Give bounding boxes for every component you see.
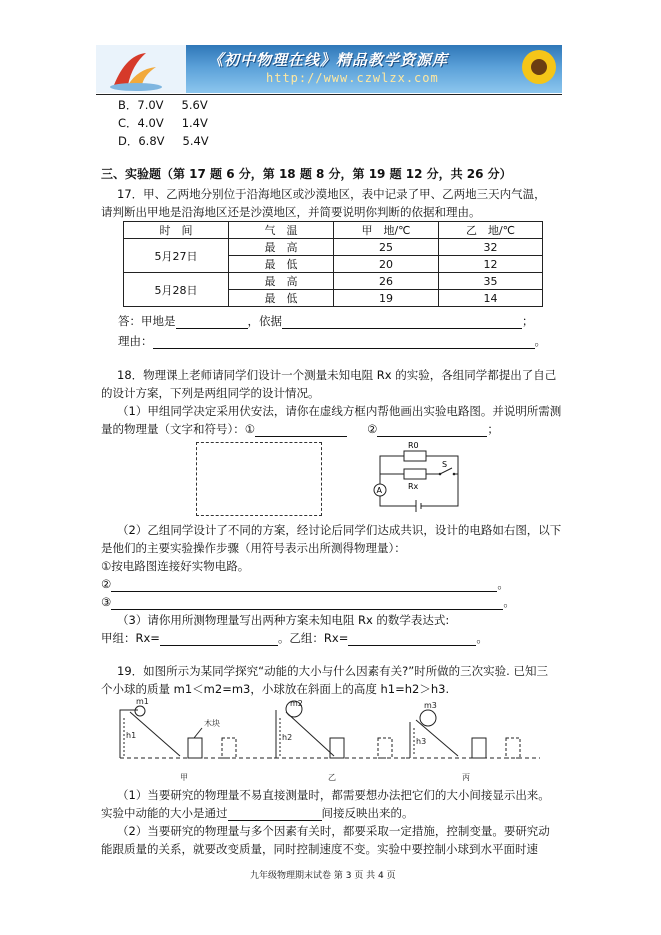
logo-icon xyxy=(96,45,186,93)
expr-yi-blank[interactable] xyxy=(348,633,476,646)
step2-mark: ② xyxy=(101,577,112,591)
label-r0: R0 xyxy=(408,441,419,450)
q19-p2-line2: 能跟质量的关系，就要改变质量，同时控制速度不变。实验中要控制小球到水平面时速 xyxy=(101,842,538,856)
label-ammeter: A xyxy=(376,486,382,495)
option-d xyxy=(118,133,209,149)
step3-end: 。 xyxy=(503,595,515,609)
quantity-blank-2[interactable] xyxy=(377,424,487,437)
table-cell: 26 xyxy=(334,273,439,290)
table-cell: 最 低 xyxy=(229,290,334,307)
quantity-blank-1[interactable] xyxy=(255,424,347,437)
q18-p1-line1: （1）甲组同学决定采用伏安法，请你在虚线方框内帮他画出实验电路图。并说明所需测 xyxy=(117,404,562,418)
circuit-drawing-box[interactable] xyxy=(196,442,322,516)
q18-step2 xyxy=(101,576,509,592)
banner-title: 《初中物理在线》精品教学资源库 xyxy=(208,51,449,69)
p1-prefix: 量的物理量（文字和符号）：① xyxy=(101,422,256,436)
sunflower-icon xyxy=(516,45,562,93)
p1-line2-prefix: 实验中动能的大小是通过 xyxy=(101,806,228,820)
option-label: C．4.0V xyxy=(118,116,164,130)
q18-p3-answers xyxy=(101,630,488,646)
option-value: 5.6V xyxy=(181,98,208,112)
q18-p2-line2: 是他们的主要实验操作步骤（用符号表示出所测得物理量）： xyxy=(101,541,406,555)
label-m1: m1 xyxy=(136,698,149,706)
option-value: 5.4V xyxy=(182,134,209,148)
expr-yi-label: 。乙组：Rx= xyxy=(277,631,349,645)
label-block: 木块 xyxy=(204,719,220,728)
label-rx: Rx xyxy=(408,482,419,491)
answer-blank-basis[interactable] xyxy=(282,316,522,329)
page-footer: 九年级物理期末试卷 第 3 页 共 4 页 xyxy=(250,871,396,881)
header-rule xyxy=(96,94,562,95)
step3-mark: ③ xyxy=(101,595,112,609)
q18-p2-line1: （2）乙组同学设计了不同的方案，经讨论后同学们达成共识，设计的电路如右图，以下 xyxy=(117,523,562,537)
label-m2: m2 xyxy=(290,699,303,708)
table-cell: 12 xyxy=(439,256,543,273)
circuit-diagram xyxy=(366,438,468,518)
label-m3: m3 xyxy=(424,701,437,710)
table-cell: 14 xyxy=(439,290,543,307)
q19-line1: 19．如图所示为某同学探究“动能的大小与什么因素有关?”时所做的三次实验. 已知三 xyxy=(117,664,548,678)
table-cell: 最 低 xyxy=(229,256,334,273)
q17-answer-line xyxy=(118,313,534,329)
q18-line2: 的设计方案，下列是两组同学的设计情况。 xyxy=(101,386,320,400)
table-header: 时 间 xyxy=(124,222,229,239)
kinetic-energy-blank[interactable] xyxy=(228,808,322,821)
q17-line1: 17．甲、乙两地分别位于沿海地区或沙漠地区，表中记录了甲、乙两地三天内气温， xyxy=(117,187,546,201)
q18-step3 xyxy=(101,594,515,610)
banner-url: http://www.czwlzx.com xyxy=(266,71,439,85)
caption-jia: 甲 xyxy=(180,773,188,782)
kinetic-energy-figure xyxy=(110,698,550,786)
answer-end: ； xyxy=(522,314,534,328)
step2-end: 。 xyxy=(497,577,509,591)
expr-jia-label: 甲组：Rx= xyxy=(101,631,160,645)
label-h2: h2 xyxy=(282,733,293,742)
caption-bing: 丙 xyxy=(462,773,470,782)
label-s: S xyxy=(442,460,448,469)
q18-line1: 18．物理课上老师请同学们设计一个测量未知电阻 Rx 的实验，各组同学都提出了自己 xyxy=(117,368,557,382)
option-b xyxy=(118,97,208,113)
q19-p2-line1: （2）当要研究的物理量与多个因素有关时，都要采取一定措施，控制变量。要研究动 xyxy=(117,824,550,838)
answer-blank-place[interactable] xyxy=(176,316,248,329)
table-header: 乙 地/℃ xyxy=(439,222,543,239)
reason-blank[interactable] xyxy=(153,336,535,349)
q19-p1-line2 xyxy=(101,805,414,821)
q18-p1-line2 xyxy=(101,421,499,437)
expr-jia-blank[interactable] xyxy=(160,633,278,646)
step3-blank[interactable] xyxy=(111,597,503,610)
temperature-table xyxy=(123,221,543,307)
reason-prefix: 理由： xyxy=(118,334,153,348)
answer-mid: ，依据 xyxy=(247,314,282,328)
table-cell: 20 xyxy=(334,256,439,273)
step2-blank[interactable] xyxy=(111,579,497,592)
option-value: 1.4V xyxy=(181,116,208,130)
p1-line2-suffix: 间接反映出来的。 xyxy=(321,806,414,820)
p1-end: ； xyxy=(487,422,499,436)
q17-line2: 请判断出甲地是沿海地区还是沙漠地区，并简要说明你判断的依据和理由。 xyxy=(101,205,481,219)
table-cell: 32 xyxy=(439,239,543,256)
label-h3: h3 xyxy=(416,737,427,746)
table-cell-date: 5月27日 xyxy=(124,239,229,273)
q17-reason-line xyxy=(118,333,546,349)
table-header: 甲 地/℃ xyxy=(334,222,439,239)
table-header: 气 温 xyxy=(229,222,334,239)
q18-step1: ①按电路图连接好实物电路。 xyxy=(101,559,250,573)
table-cell: 最 高 xyxy=(229,273,334,290)
option-label: D．6.8V xyxy=(118,134,165,148)
table-cell-date: 5月28日 xyxy=(124,273,229,307)
reason-end: 。 xyxy=(534,334,546,348)
table-cell: 最 高 xyxy=(229,239,334,256)
table-cell: 25 xyxy=(334,239,439,256)
q18-p3-line1: （3）请你用所测物理量写出两种方案未知电阻 Rx 的数学表达式: xyxy=(117,613,450,627)
p1-mark2: ② xyxy=(367,422,378,436)
expr-end: 。 xyxy=(476,631,488,645)
caption-yi: 乙 xyxy=(328,773,336,782)
option-c xyxy=(118,115,208,131)
section-title: 三、实验题（第 17 题 6 分，第 18 题 8 分，第 19 题 12 分，共 26 分） xyxy=(101,167,512,181)
q19-line2: 个小球的质量 m1＜m2=m3，小球放在斜面上的高度 h1=h2＞h3. xyxy=(101,682,450,696)
option-label: B．7.0V xyxy=(118,98,164,112)
answer-prefix: 答：甲地是 xyxy=(118,314,176,328)
table-cell: 35 xyxy=(439,273,543,290)
header-banner xyxy=(96,45,562,93)
label-h1: h1 xyxy=(126,731,137,740)
q19-p1-line1: （1）当要研究的物理量不易直接测量时，都需要想办法把它们的大小间接显示出来。 xyxy=(117,788,550,802)
table-cell: 19 xyxy=(334,290,439,307)
